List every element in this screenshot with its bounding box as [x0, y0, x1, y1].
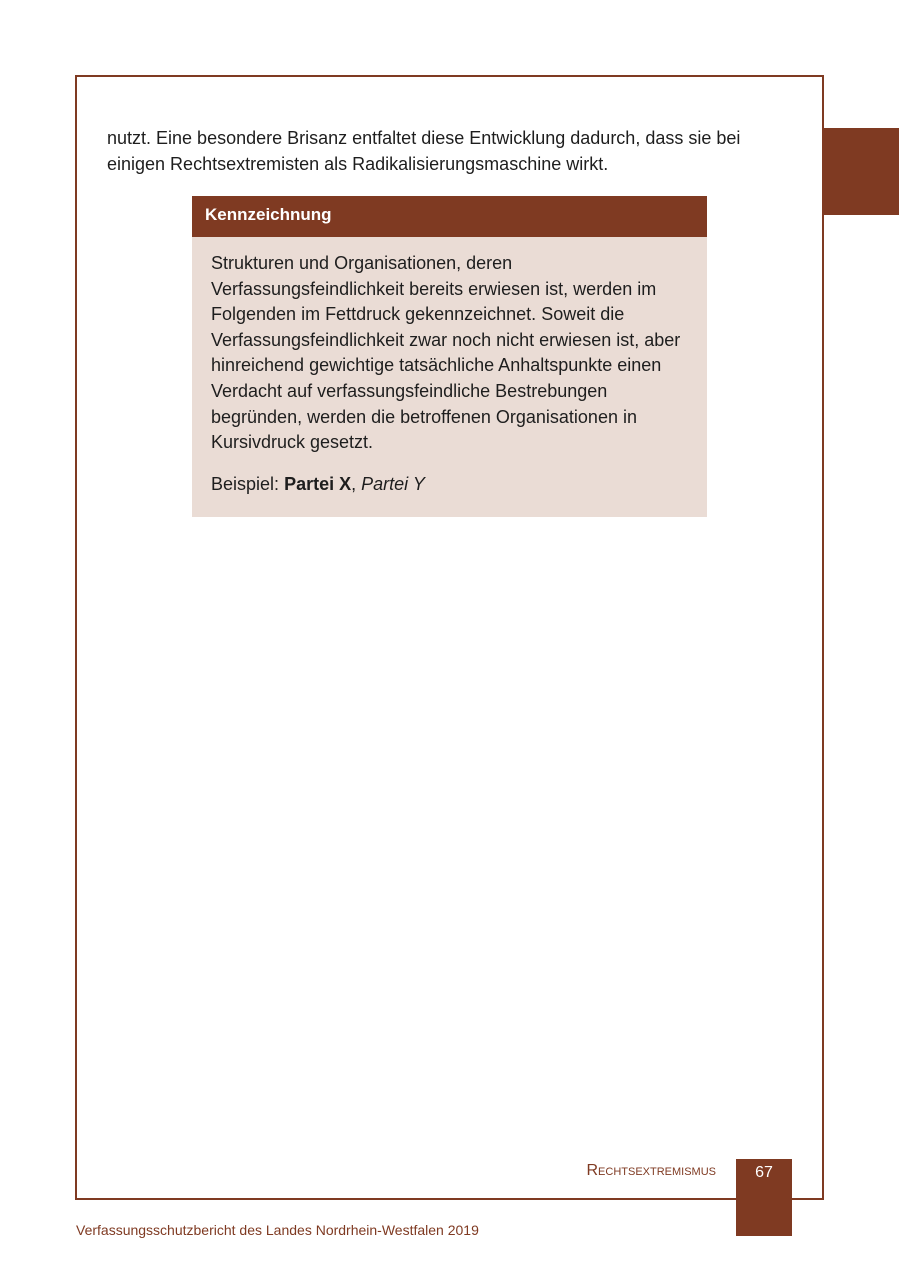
- page-number-box: [736, 1159, 792, 1236]
- footer-section-label: Rechtsextremismus: [586, 1162, 716, 1179]
- example-italic: Partei Y: [361, 473, 425, 494]
- info-box: [192, 196, 707, 517]
- footer-document-title: Verfassungsschutzbericht des Landes Nordrhein-Westfalen 2019: [76, 1222, 479, 1238]
- info-box-body: [192, 237, 707, 517]
- example-label: Beispiel:: [211, 473, 280, 494]
- example-bold: Partei X: [284, 473, 352, 494]
- page-number: 67: [755, 1164, 773, 1181]
- info-box-text: Strukturen und Organisationen, deren Verfassungsfeindlichkeit bereits erwiesen ist, werden im Folgenden im Fettdruck gekennzeichnet. Soweit die Verfassungsfeindlichkeit zwar noch nicht erwiesen ist, aber hinreichend gewichtige tatsächliche Anhaltspunkte einen Verdacht auf verfassungsfeindliche Bestrebungen begründen, werden die betroffenen Organisationen in Kursivdruck gesetzt.: [211, 253, 681, 453]
- example-separator: ,: [351, 473, 357, 494]
- info-box-title: Kennzeichnung: [192, 196, 707, 237]
- intro-paragraph: nutzt. Eine besondere Brisanz entfaltet diese Entwicklung dadurch, dass sie bei einigen Rechtsextremisten als Radikalisierungsmaschine wirkt.: [107, 128, 741, 174]
- info-box-example: [211, 472, 687, 498]
- chapter-side-tab: [823, 128, 899, 215]
